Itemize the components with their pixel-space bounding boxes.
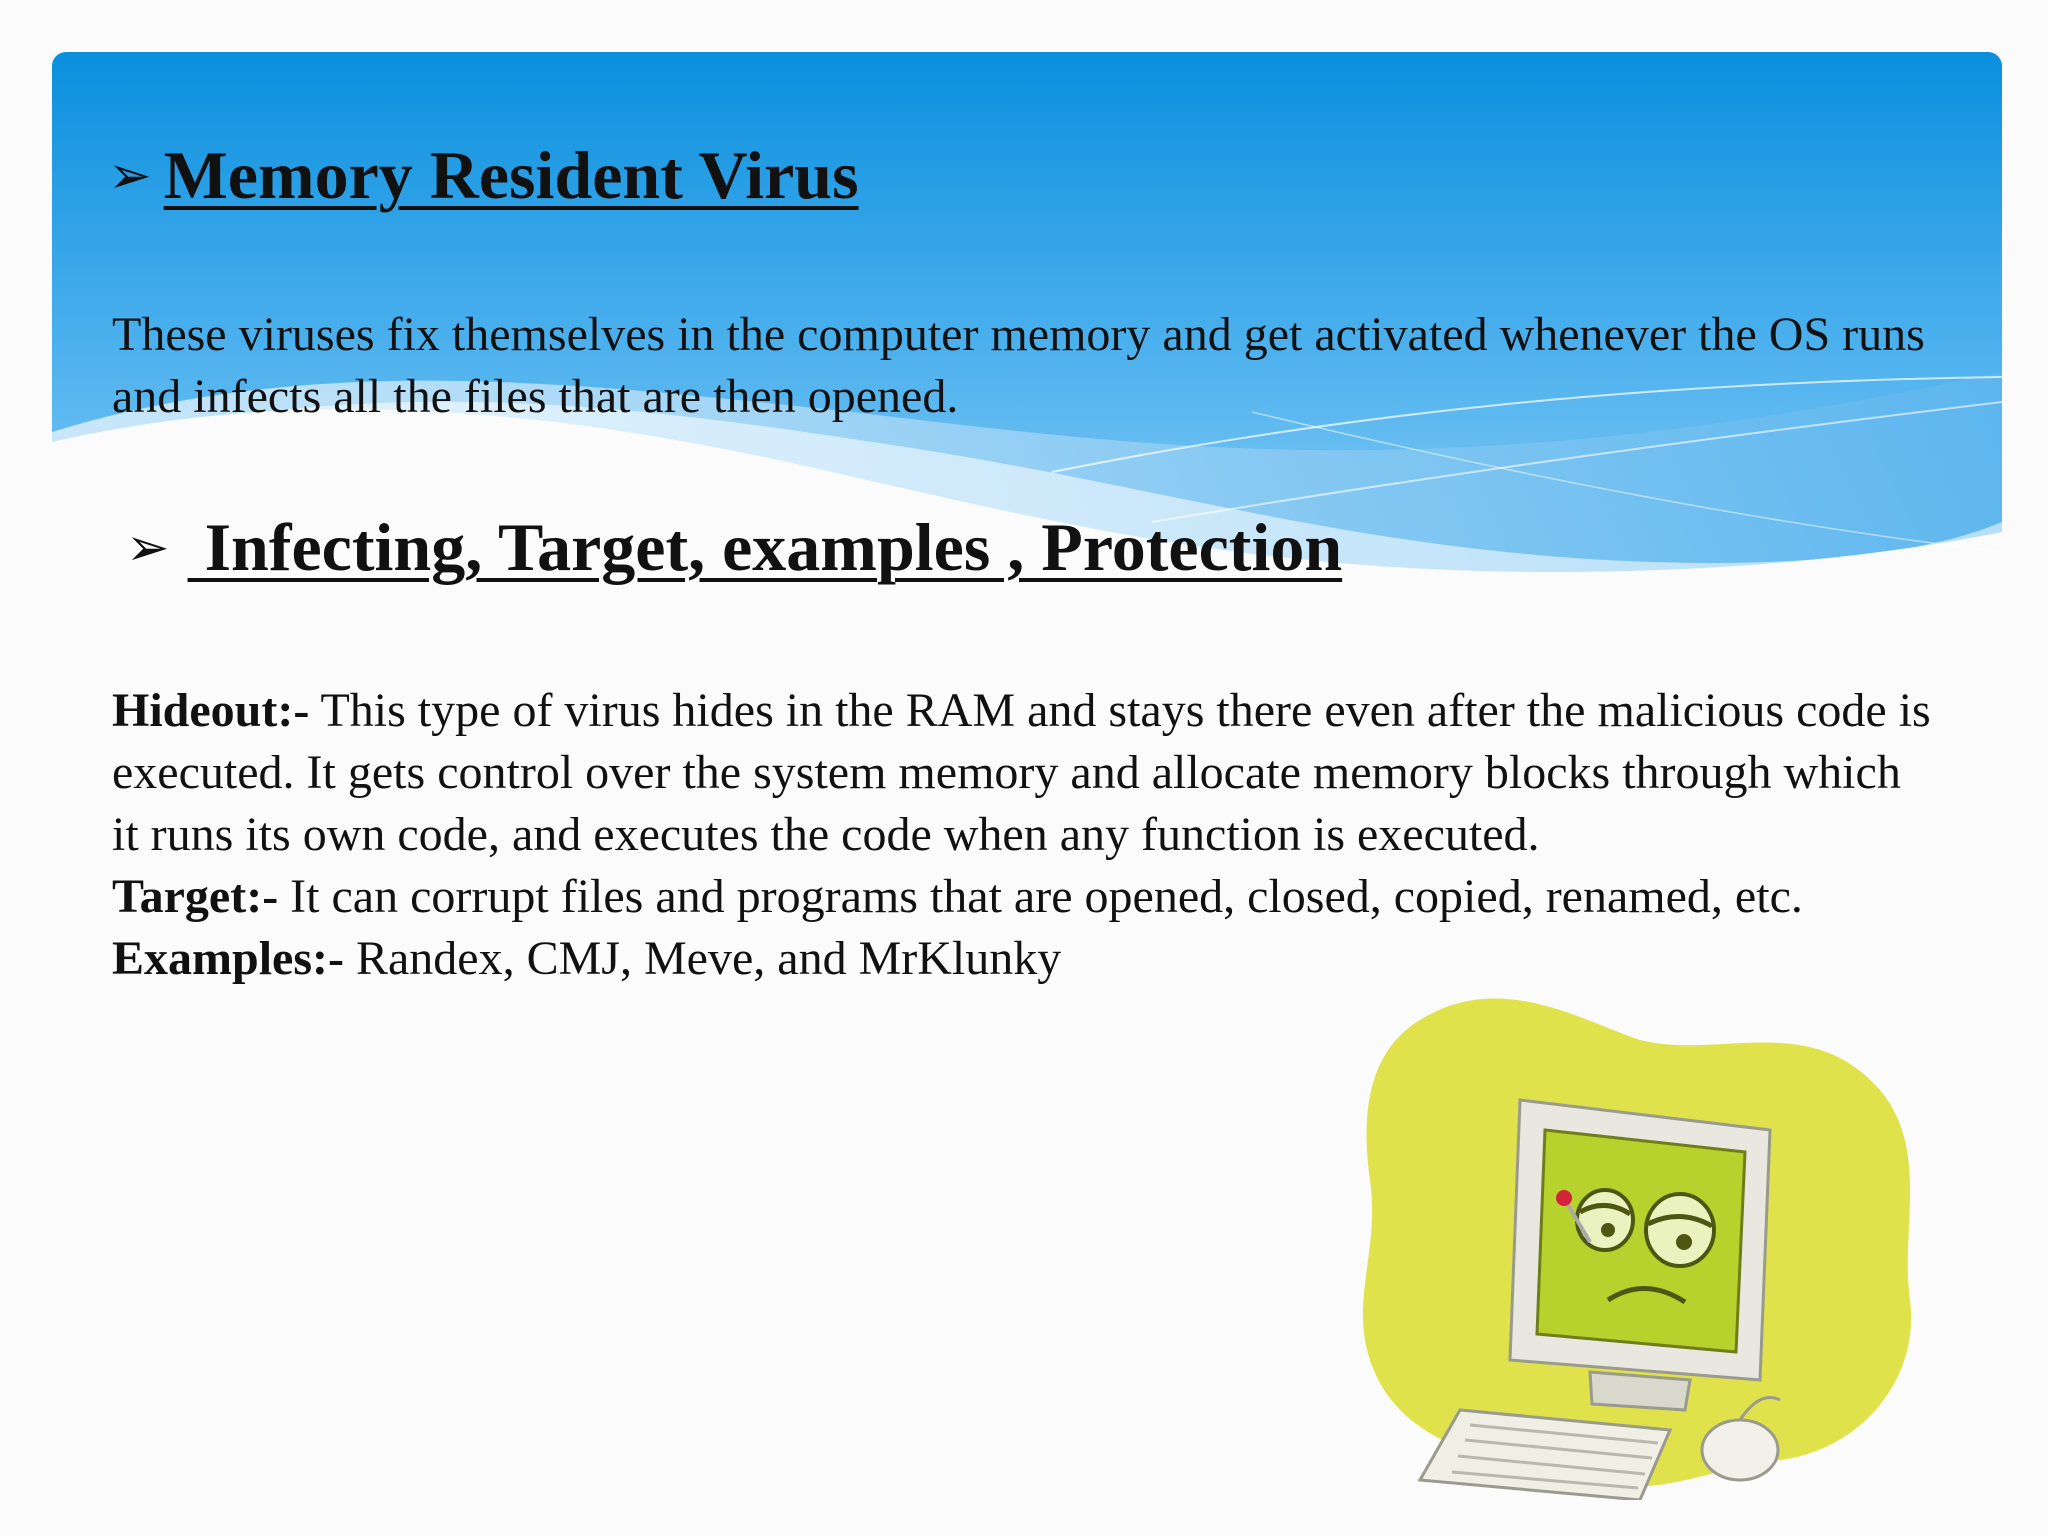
heading-title: Memory Resident Virus [163, 137, 859, 213]
target-label: Target:- [112, 870, 279, 923]
hideout-label: Hideout:- [112, 684, 310, 737]
heading-infecting-target-examples [126, 508, 1342, 587]
target-line [112, 866, 1932, 928]
bullet-arrow-icon: ➢ [126, 517, 170, 578]
hideout-line [112, 680, 1932, 866]
heading-memory-resident-virus [108, 136, 859, 215]
hideout-text: This type of virus hides in the RAM and stays there even after the malicious code is executed. It gets control over the system memory and allocate memory blocks through which it runs its own code, and executes the code when any function is executed. [112, 684, 1931, 861]
bullet-arrow-icon: ➢ [108, 145, 152, 206]
examples-label: Examples:- [112, 932, 344, 985]
target-text: It can corrupt files and programs that are opened, closed, copied, renamed, etc. [278, 870, 1803, 923]
details-block [112, 680, 1932, 990]
examples-text: Randex, CMJ, Meve, and MrKlunky [343, 932, 1062, 985]
heading-title: Infecting, Target, examples , Protection [187, 509, 1343, 585]
intro-paragraph: These viruses fix themselves in the computer memory and get activated whenever the OS runs and infects all the files that are then opened. [112, 308, 1925, 423]
sick-computer-icon [1340, 980, 1940, 1500]
